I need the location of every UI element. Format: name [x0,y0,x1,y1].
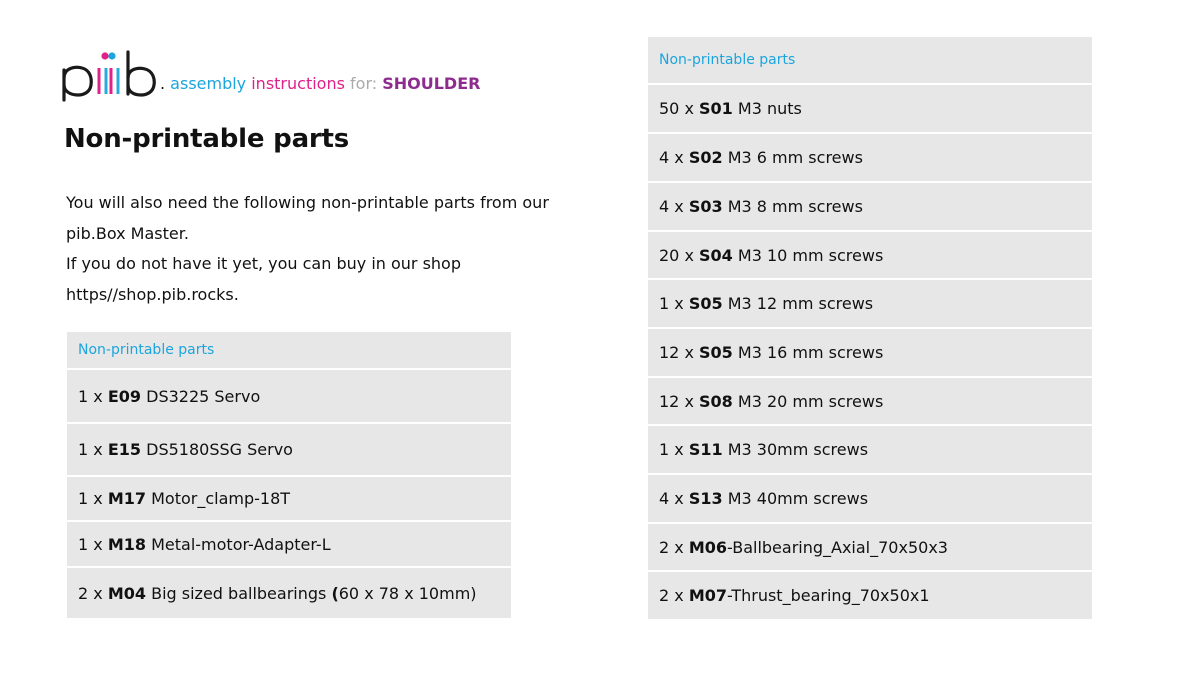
part-qty: 1 x [78,386,108,406]
table-cell [648,183,1092,232]
part-qty: 2 x [78,583,108,603]
part-qty: 2 x [659,586,689,605]
table-cell [648,232,1092,280]
table-row [648,329,1092,378]
table-cell [648,572,1092,621]
part-desc: M3 20 mm screws [732,391,884,411]
tagline-part-name: SHOULDER [382,74,481,93]
part-qty: 1 x [659,294,689,313]
parts-table-left [67,332,511,620]
part-qty: 1 x [659,440,689,459]
document-header [60,48,620,104]
table-cell [648,426,1092,475]
part-code: M06 [688,537,728,557]
table-row [67,424,511,477]
intro-shop-url: https//shop.pib.rocks. [66,284,239,304]
parts-table-right [648,37,1092,621]
table-row [648,572,1092,621]
page-title: Non-printable parts [64,124,350,154]
part-code: S04 [699,245,733,265]
part-code: M17 [107,489,147,508]
table-row [67,477,511,522]
part-desc: Big sized ballbearings [146,583,332,603]
part-qty: 1 x [78,489,108,508]
table-row [648,378,1092,426]
part-desc: M3 6 mm screws [722,148,863,167]
table-row [67,370,511,424]
part-desc: DS5180SSG Servo [141,440,293,459]
part-desc: M3 8 mm screws [722,197,863,216]
table-cell [648,475,1092,524]
tagline-dot: . [160,74,171,93]
table-row [67,568,511,620]
intro-line: If you do not have it yet, you can buy in our shop [66,254,461,273]
part-code: S05 [688,294,723,313]
part-code: S13 [688,489,723,508]
part-code: S03 [688,197,723,216]
table-cell [648,378,1092,426]
table-header-row [67,332,511,370]
table-row [67,522,511,568]
table-row [648,280,1092,329]
intro-paragraph [66,188,586,310]
tagline-assembly: assembly [170,74,252,93]
part-desc-dimensions: 60 x 78 x 10mm) [338,583,477,603]
table-cell [67,568,511,620]
part-qty: 12 x [659,343,699,362]
table-cell [648,329,1092,378]
tagline-instructions: instructions [251,74,351,93]
table-header-row [648,37,1092,85]
part-desc: M3 40mm screws [722,489,869,508]
part-qty: 12 x [659,391,699,411]
table-cell [67,477,511,522]
part-qty: 1 x [78,440,108,459]
part-code: M04 [107,583,147,603]
table-row [648,426,1092,475]
table-header-cell: Non-printable parts [67,332,511,370]
table-row [648,524,1092,572]
part-code: E09 [107,386,142,406]
part-qty: 4 x [659,197,689,216]
intro-line: You will also need the following non-printable parts from our [66,193,549,212]
part-code: S08 [699,391,733,411]
part-code: E15 [107,440,142,459]
table-cell [648,134,1092,183]
part-desc-paren: ( [331,583,339,603]
table-cell [67,370,511,424]
part-desc: Motor_clamp-18T [146,489,291,508]
table-row [648,183,1092,232]
pib-logo [60,48,160,102]
part-qty: 4 x [659,489,689,508]
part-qty: 20 x [659,245,699,265]
part-code: S11 [688,440,723,459]
table-row [648,232,1092,280]
tagline-for: for: [350,74,383,93]
part-desc: M3 16 mm screws [732,343,884,362]
table-row [648,475,1092,524]
part-desc: -Thrust_bearing_70x50x1 [727,586,930,605]
part-code: S05 [699,343,733,362]
part-desc: -Ballbearing_Axial_70x50x3 [727,537,948,557]
table-row [648,134,1092,183]
table-row [648,85,1092,134]
part-desc: DS3225 Servo [141,386,261,406]
part-code: M07 [688,586,728,605]
part-desc: M3 12 mm screws [722,294,874,313]
part-desc: M3 30mm screws [722,440,869,459]
part-desc: M3 nuts [732,99,802,118]
table-header-cell: Non-printable parts [648,37,1092,85]
table-cell [67,522,511,568]
part-desc: Metal-motor-Adapter-L [146,534,331,554]
document-tagline [160,74,480,93]
table-cell [648,524,1092,572]
part-desc: M3 10 mm screws [732,245,884,265]
part-code: S02 [688,148,723,167]
part-qty: 50 x [659,99,699,118]
table-cell [648,85,1092,134]
part-qty: 4 x [659,148,689,167]
intro-line: pib.Box Master. [66,223,189,243]
table-cell [67,424,511,477]
part-qty: 1 x [78,534,108,554]
part-qty: 2 x [659,537,689,557]
part-code: S01 [699,99,733,118]
part-code: M18 [107,534,147,554]
table-cell [648,280,1092,329]
